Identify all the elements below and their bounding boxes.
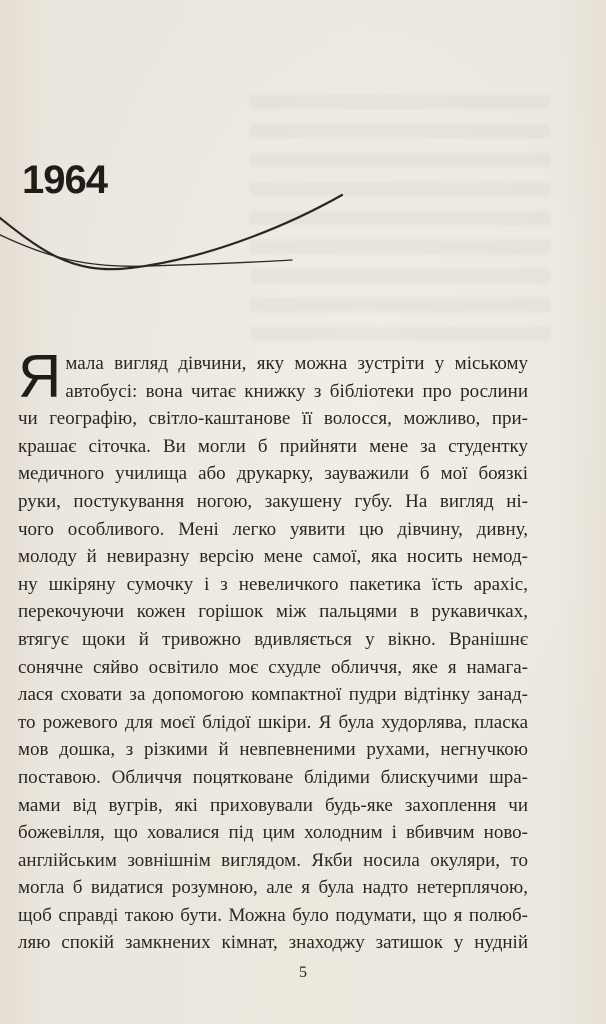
text-line: чого особливого. Мені легко уявити цю дівчину, дивну, — [18, 518, 528, 540]
text-line: лася сховати за допомогою компактної пудри відтінку занад- — [18, 684, 528, 706]
text-line: перекочуючи кожен горішок між пальцями в рукавичках, — [18, 601, 528, 623]
text-line: божевілля, що ховалися під цим холодним і вбивчим ново- — [18, 822, 528, 844]
text-line: руки, постукування ногою, закушену губу. На вигляд ні- — [18, 490, 528, 512]
text-line: автобусі: вона читає книжку з бібліотеки про рослини — [65, 380, 528, 402]
text-line: крашає сіточка. Ви могли б прийняти мене за студентку — [18, 435, 528, 457]
text-line: мами від вугрів, які приховували будь-яке захоплення чи — [18, 794, 528, 816]
decorative-swoosh — [0, 190, 350, 290]
text-line: ляю спокій замкнених кімнат, знаходжу затишок у нудній — [18, 932, 528, 954]
text-line: чи географію, світло-каштанове її волосся, можливо, при- — [18, 408, 528, 430]
text-line: англійським зовнішнім виглядом. Якби носила окуляри, то — [18, 849, 528, 871]
text-line: молоду й невиразну версію мене самої, яка носить немод- — [18, 546, 528, 568]
text-line: ну шкіряну сумочку і з невеличкого пакетика їсть арахіс, — [18, 573, 528, 595]
text-line: мала вигляд дівчини, яку можна зустріти у міському — [65, 353, 528, 374]
text-line: могла б видатися розумною, але я була надто нетерплячою, — [18, 877, 528, 899]
page-number: 5 — [299, 964, 307, 981]
chapter-title: 1964 — [22, 158, 107, 202]
text-line: втягує щоки й тривожно вдивляється у вікно. Вранішнє — [18, 628, 528, 650]
text-line: медичного училища або друкарку, зауважили б мої боязкі — [18, 463, 528, 485]
text-line: мов дошка, з різкими й невпевненими рухами, негнучкою — [18, 739, 528, 761]
drop-cap: Я — [18, 343, 62, 410]
body-text — [18, 343, 528, 957]
text-line: сонячне сяйво освітило моє схудле обличчя, яке я намага- — [18, 656, 528, 678]
text-line: то рожевого для моєї блідої шкіри. Я була худорлява, пласка — [18, 711, 528, 733]
text-line: щоб справді такою бути. Можна було подумати, що я полюб- — [18, 904, 528, 926]
text-line: поставою. Обличчя поцятковане блідими блискучими шра- — [18, 766, 528, 788]
